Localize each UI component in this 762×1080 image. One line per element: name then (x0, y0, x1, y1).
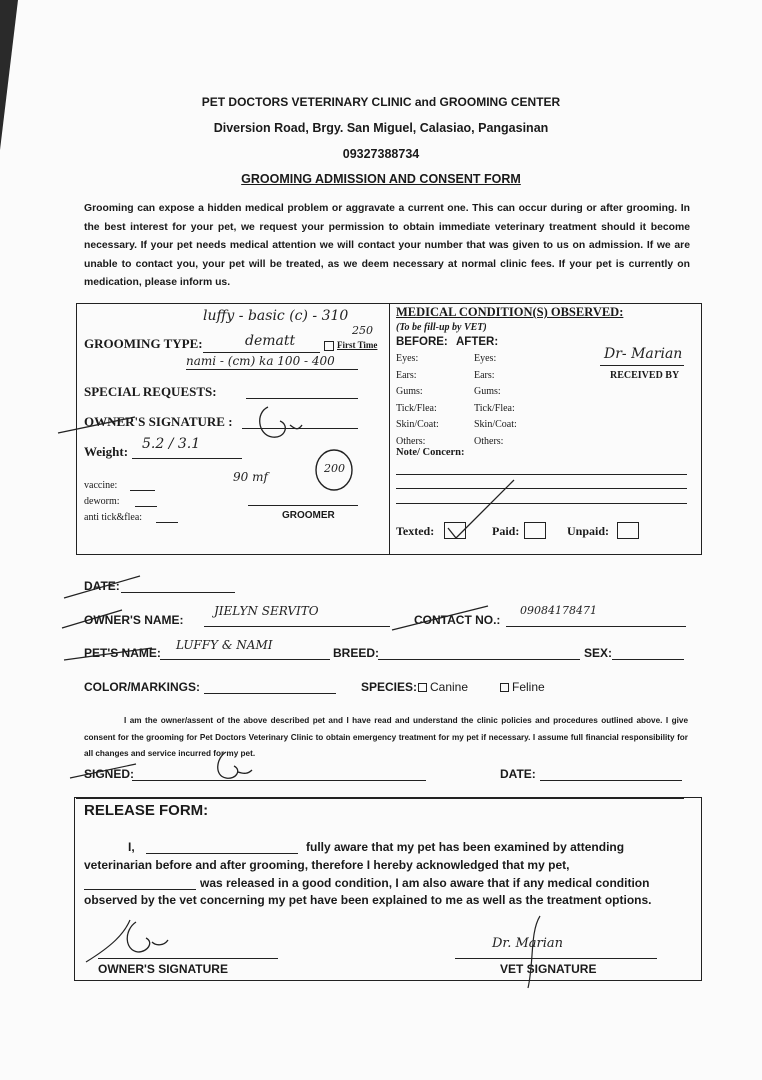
clinic-phone: 09327388734 (342, 147, 420, 161)
intro-paragraph: Grooming can expose a hidden medical problem or aggravate a current one. This can occur during or after grooming. In the best interest for your pet, we request your permission to obtain immediate veterinary treatment should it become necessary. If your pet needs medical attention we will contact your number that was given to us on admission. If we are unable to contact you, your pet will be treated, as we deem necessary at normal clinic fees. If your pet is currently on medication, please inform us. (84, 203, 690, 289)
release-text1: fully aware that my pet has been examined by attending (306, 840, 625, 854)
vaccine-line[interactable] (130, 490, 155, 491)
groomer-line[interactable] (248, 505, 358, 506)
vet-sig-hw: Dr. Marian (492, 936, 564, 951)
species-label: SPECIES: (361, 680, 418, 694)
owner-signature-label: OWNER'S SIGNATURE : (84, 414, 233, 429)
vet-sig-label: VET SIGNATURE (500, 962, 597, 976)
release-owner-scribble (82, 910, 192, 976)
grooming-type-label: GROOMING TYPE: (84, 336, 203, 351)
check-after: Gums: (474, 386, 501, 397)
release-text4: observed by the vet concerning my pet have been explained to me as well as the treatment options. (84, 893, 652, 907)
weight-label: Weight: (84, 444, 129, 459)
grooming-hw-line1: luffy - basic (c) - 310 (203, 308, 349, 324)
strike-contact (388, 600, 501, 636)
strike-pets (60, 638, 160, 668)
check-row (396, 403, 556, 420)
clinic-address: Diversion Road, Brgy. San Miguel, Calasiao, Pangasinan (213, 121, 549, 135)
unpaid-label: Unpaid: (567, 524, 610, 538)
check-after: Ears: (474, 369, 495, 381)
vet-sig-stroke (510, 912, 560, 992)
check-before: Tick/Flea: (396, 402, 437, 414)
check-before: Others: (396, 435, 426, 447)
contact-label: CONTACT NO.: (414, 613, 501, 627)
breed-label: BREED: (333, 646, 380, 660)
box-divider (389, 304, 390, 554)
date-label: DATE: (84, 579, 120, 593)
checks-grid (396, 353, 556, 452)
contact-hw: 09084178471 (520, 604, 597, 617)
clinic-name: PET DOCTORS VETERINARY CLINIC and GROOMING CENTER (201, 95, 561, 109)
check-row (396, 386, 556, 403)
feline-option[interactable]: Feline (500, 680, 545, 694)
signed-scribble (66, 744, 266, 788)
first-time-checkbox[interactable]: First Time (324, 340, 377, 351)
owner-name-hw: JIELYN SERVITO (214, 604, 319, 618)
contact-line[interactable] (506, 626, 686, 627)
groomer-label: GROOMER (282, 510, 335, 521)
release-title: RELEASE FORM: (84, 802, 209, 819)
color-line[interactable] (204, 693, 336, 694)
color-label: COLOR/MARKINGS: (84, 680, 200, 694)
release-pet-line[interactable] (84, 889, 196, 890)
received-line[interactable] (600, 365, 684, 366)
unpaid-checkbox[interactable] (617, 522, 639, 539)
before-label: BEFORE: (396, 336, 448, 348)
check-row (396, 370, 556, 387)
medical-title: MEDICAL CONDITION(S) OBSERVED: (396, 305, 624, 319)
pets-name-hw: LUFFY & NAMI (176, 638, 273, 652)
deworm-line[interactable] (135, 506, 157, 507)
owner-name-label: OWNER'S NAME: (84, 613, 184, 627)
check-before: Eyes: (396, 353, 419, 364)
strike-date (60, 568, 150, 604)
pets-name-label: PET'S NAME: (84, 646, 161, 660)
check-before: Ears: (396, 369, 417, 381)
anti-tick-line[interactable] (156, 522, 178, 523)
weight-hw: 5.2 / 3.1 (142, 436, 201, 452)
paid-label: Paid: (492, 524, 520, 538)
check-row (396, 419, 556, 436)
weight-line[interactable] (132, 458, 242, 459)
grooming-hw-line2: dematt (245, 333, 296, 349)
check-after: Eyes: (474, 353, 497, 364)
groomer-hw: 90 mf (233, 470, 268, 484)
check-after: Skin/Coat: (474, 419, 517, 430)
canine-option[interactable]: Canine (418, 680, 468, 694)
form-title: GROOMING ADMISSION AND CONSENT FORM (241, 172, 521, 186)
release-name-line[interactable] (146, 853, 298, 854)
received-by-label: RECEIVED BY (610, 370, 680, 381)
date-line-2[interactable] (540, 780, 682, 781)
check-after: Tick/Flea: (474, 402, 515, 414)
owner-name-line[interactable] (204, 626, 390, 627)
check-after: Others: (474, 435, 504, 447)
grooming-hw-line2b: 250 (352, 324, 373, 337)
breed-line[interactable] (378, 659, 580, 660)
strike-owner (58, 604, 128, 634)
note-line1[interactable] (396, 474, 687, 475)
after-label: AFTER: (456, 336, 499, 348)
signed-label: SIGNED: (84, 767, 135, 781)
release-text2: veterinarian before and after grooming, therefore I hereby acknowledged that my pet, (84, 858, 570, 872)
grooming-hw-line3: nami - (cm) ka 100 - 400 (186, 354, 335, 368)
grooming-type-line (203, 352, 320, 353)
check-before: Skin/Coat: (396, 419, 439, 430)
medical-subtitle: (To be fill-up by VET) (396, 322, 487, 333)
pets-name-line[interactable] (160, 659, 330, 660)
consent-paragraph: I am the owner/assent of the above described pet and I have read and understand the clinic policies and procedures outlined above. I give consent for the grooming for Pet Doctors Veterinary Clinic to obtain emergency treatment for my pet if necessary. I assume full financial responsibility for all changes and service incurred for my pet. (84, 716, 688, 758)
sex-line[interactable] (612, 659, 684, 660)
check-row (396, 353, 556, 370)
texted-label: Texted: (396, 524, 435, 538)
sex-label: SEX: (584, 646, 613, 660)
release-i: I, (128, 840, 135, 854)
release-text3: was released in a good condition, I am also aware that if any medical condition (200, 876, 650, 890)
vaccine-label: vaccine: (84, 480, 118, 491)
date-label-2: DATE: (500, 767, 536, 781)
grooming-type-line2 (186, 369, 358, 370)
owner-sig-label: OWNER'S SIGNATURE (98, 962, 228, 976)
special-requests-label: SPECIAL REQUESTS: (84, 384, 217, 399)
received-hw: Dr- Marian (604, 346, 683, 362)
paid-checkbox[interactable] (524, 522, 546, 539)
note-label: Note/ Concern: (396, 447, 465, 458)
anti-tick-label: anti tick&flea: (84, 512, 143, 523)
check-before: Gums: (396, 386, 423, 397)
price-circle-hw: 200 (324, 462, 345, 475)
deworm-label: deworm: (84, 496, 120, 507)
